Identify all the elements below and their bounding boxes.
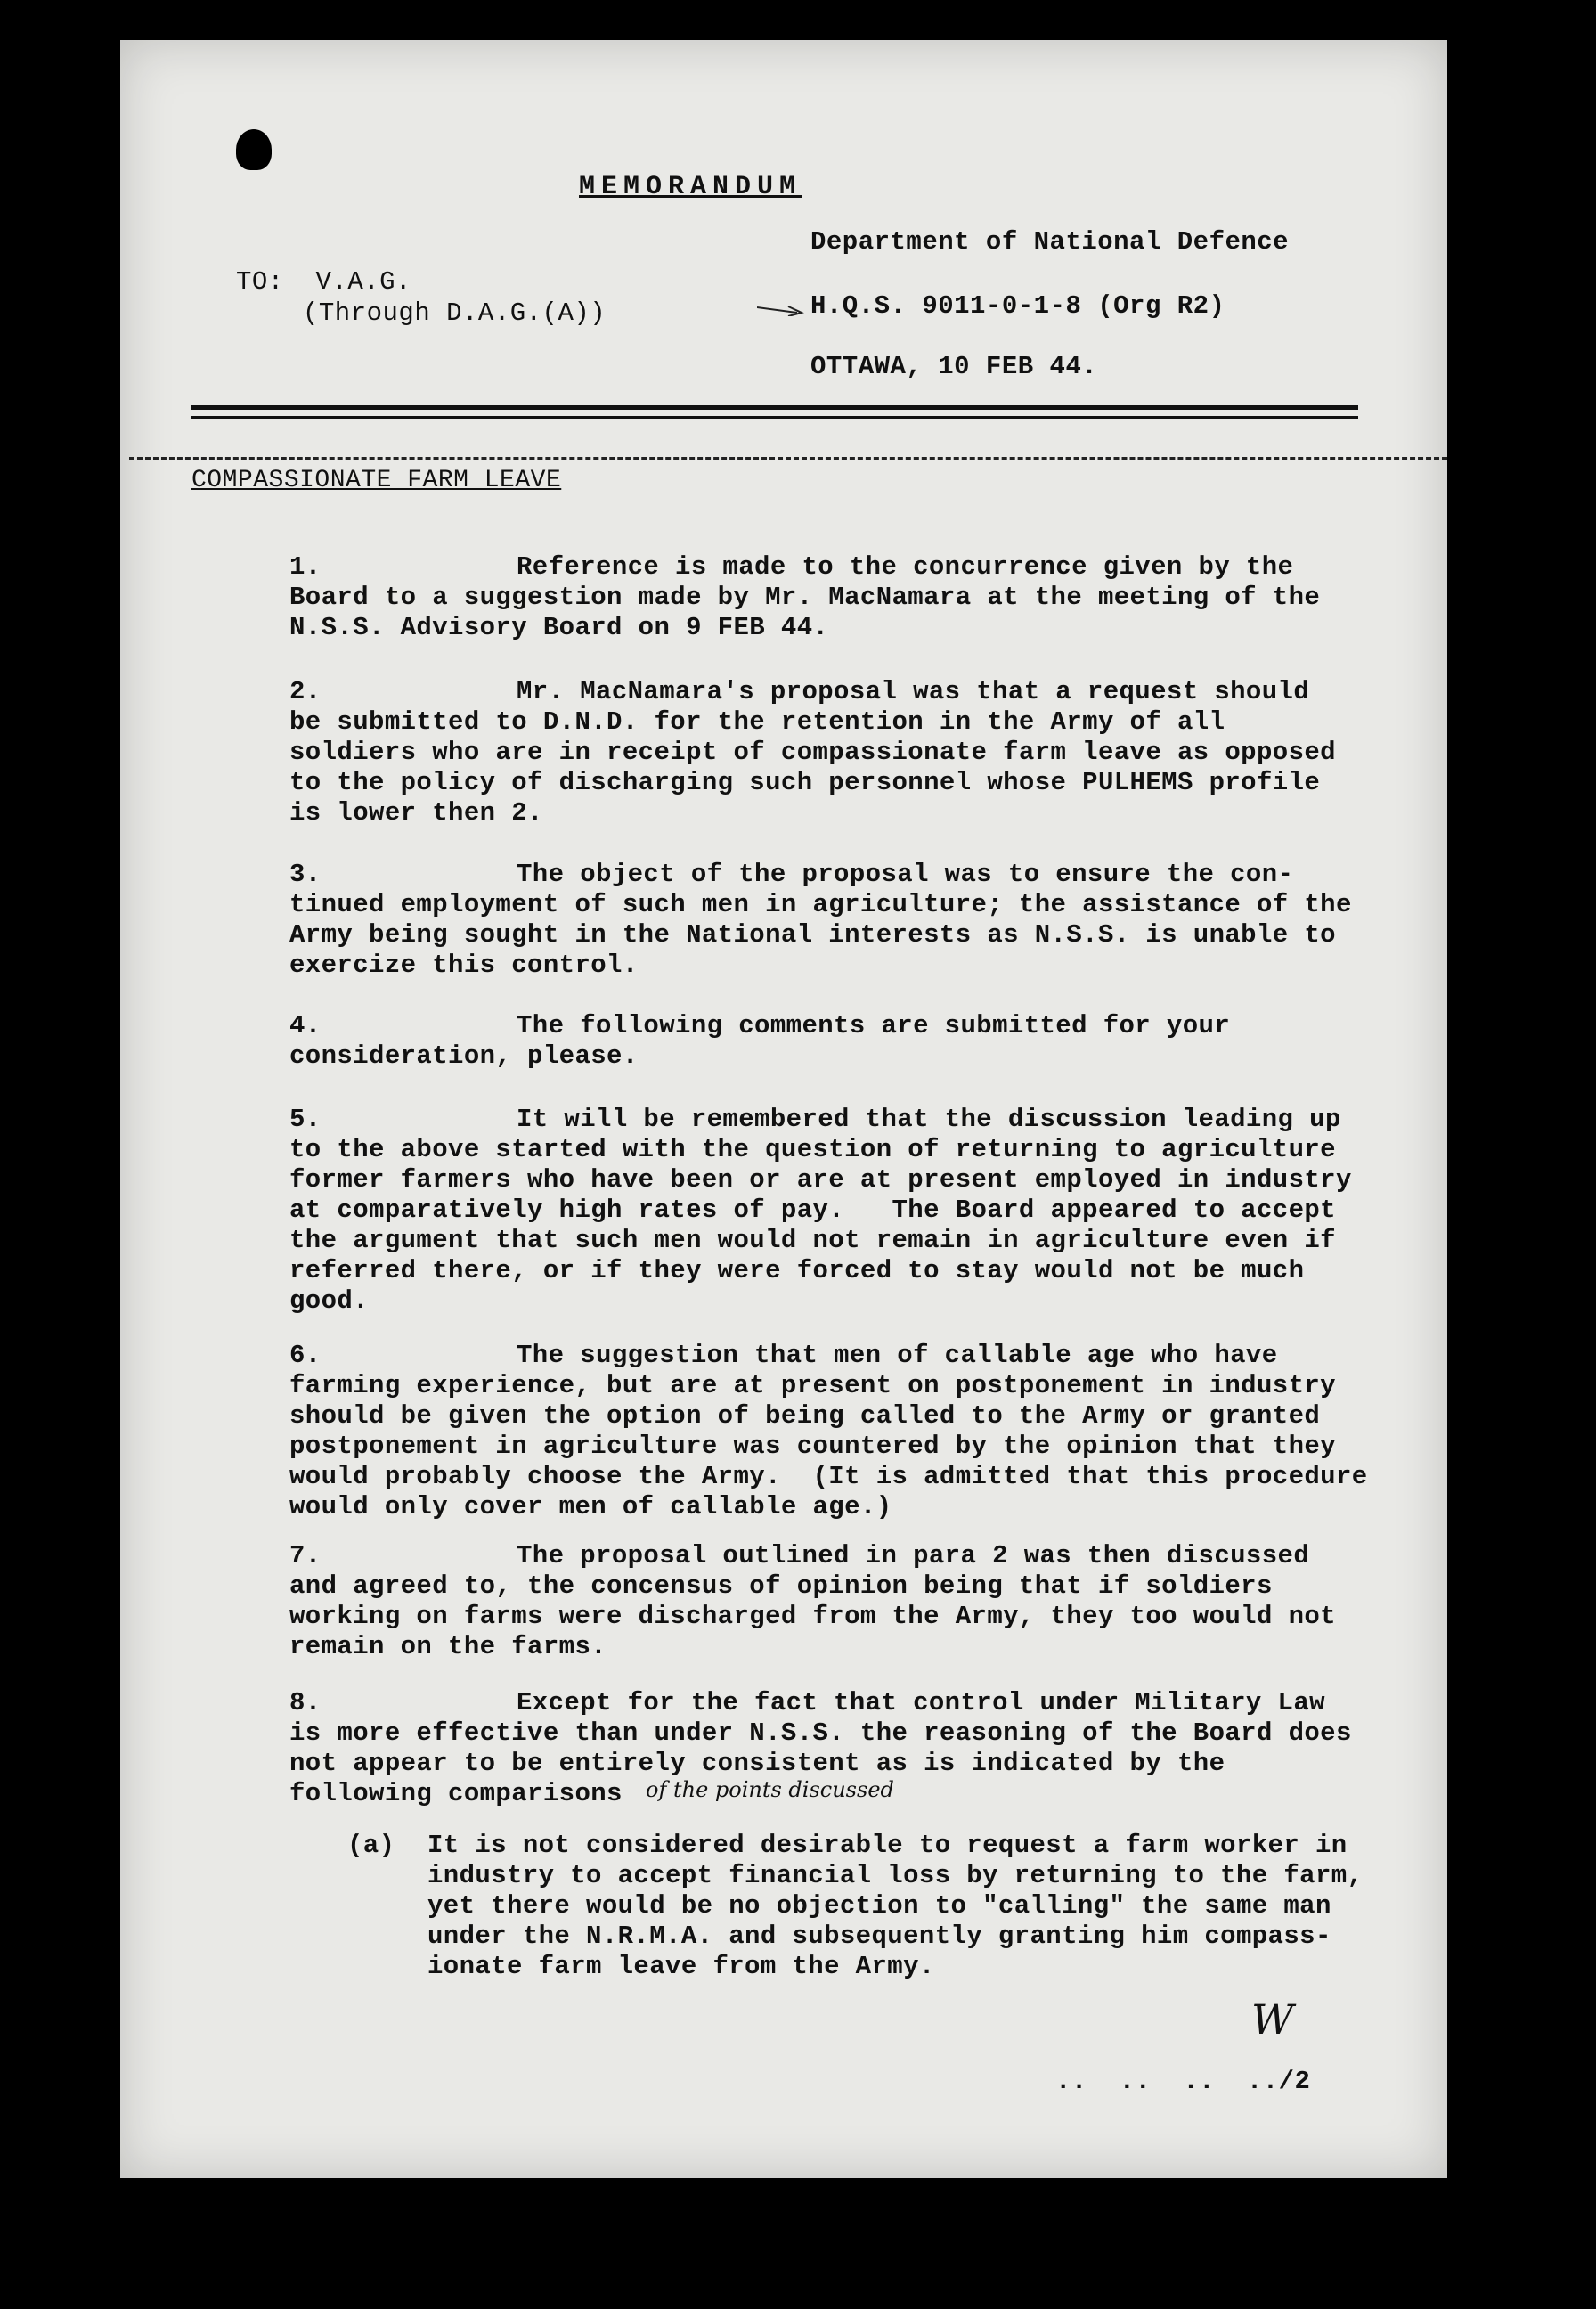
paragraph-number: 1. (289, 552, 322, 582)
paragraph-line: The following comments are submitted for your (517, 1011, 1231, 1040)
paragraph-line: postponement in agriculture was countered by the opinion that they (289, 1432, 1336, 1461)
paragraph-line: former farmers who have been or are at present employed in industry (289, 1165, 1352, 1195)
paragraph-line: at comparatively high rates of pay. The Board appeared to accept (289, 1195, 1336, 1225)
paragraph-number: 5. (289, 1105, 322, 1134)
paragraph-line: remain on the farms. (289, 1632, 607, 1661)
through-line: (Through D.A.G.(A)) (303, 298, 607, 328)
paragraph-line: following comparisons (289, 1779, 623, 1808)
memo-page (120, 40, 1447, 2178)
paragraph-line: The proposal outlined in para 2 was then discussed (517, 1541, 1310, 1571)
memo-title: MEMORANDUM (579, 172, 802, 202)
paragraph-line: The suggestion that men of callable age who have (517, 1341, 1278, 1370)
paragraph-number: 7. (289, 1541, 322, 1571)
paragraph-line: the argument that such men would not remain in agriculture even if (289, 1226, 1336, 1255)
paragraph-line: and agreed to, the concensus of opinion being that if soldiers (289, 1571, 1273, 1601)
paragraph-line: Army being sought in the National interests as N.S.S. is unable to (289, 920, 1336, 950)
dashed-separator (129, 457, 1447, 460)
paragraph-line: to the policy of discharging such personnel whose PULHEMS profile (289, 768, 1321, 797)
handwritten-initials: W (1251, 1995, 1294, 2044)
paragraph-line: It will be remembered that the discussion leading up (517, 1105, 1341, 1134)
paragraph-number: 3. (289, 860, 322, 889)
header-rule-secondary (191, 416, 1358, 419)
paragraph-line: farming experience, but are at present on postponement in industry (289, 1371, 1336, 1400)
paragraph-7 (289, 1541, 1412, 1662)
sub-item-label: (a) (347, 1831, 395, 1860)
paragraph-2 (289, 677, 1412, 828)
place-date: OTTAWA, 10 FEB 44. (810, 352, 1098, 381)
sub-item-line: yet there would be no objection to "calling" the same man (428, 1891, 1331, 1921)
header-rule (191, 405, 1358, 410)
paragraph-line: soldiers who are in receipt of compassionate farm leave as opposed (289, 738, 1336, 767)
subject-line: COMPASSIONATE FARM LEAVE (191, 467, 562, 494)
paragraph-line: The object of the proposal was to ensure the con- (517, 860, 1294, 889)
department-name: Department of National Defence (810, 227, 1290, 257)
handwritten-insert: of the points discussed (646, 1777, 894, 1802)
paragraph-number: 8. (289, 1688, 322, 1717)
paragraph-number: 2. (289, 677, 322, 706)
sub-item-a (347, 1831, 1416, 1982)
paragraph-line: good. (289, 1286, 370, 1316)
paragraph-line: to the above started with the question of returning to agriculture (289, 1135, 1336, 1164)
paragraph-line: tinued employment of such men in agriculture; the assistance of the (289, 890, 1352, 919)
sub-item-line: ionate farm leave from the Army. (428, 1952, 935, 1981)
punch-hole (236, 129, 272, 170)
paragraph-1 (289, 552, 1412, 643)
paragraph-line: not appear to be entirely consistent as is indicated by the (289, 1749, 1226, 1778)
sub-item-line: under the N.R.M.A. and subsequently granting him compass- (428, 1921, 1331, 1951)
sub-item-line: industry to accept financial loss by returning to the farm, (428, 1861, 1364, 1890)
paragraph-line: would only cover men of callable age.) (289, 1492, 892, 1522)
paragraph-line: is lower then 2. (289, 798, 543, 828)
file-reference: H.Q.S. 9011-0-1-8 (Org R2) (810, 291, 1226, 321)
to-line: TO: V.A.G. (236, 267, 411, 297)
paragraph-line: consideration, please. (289, 1041, 639, 1071)
paragraph-line: referred there, or if they were forced to stay would not be much (289, 1256, 1305, 1285)
paragraph-3 (289, 860, 1412, 981)
paragraph-line: working on farms were discharged from the Army, they too would not (289, 1602, 1336, 1631)
paragraph-line: Reference is made to the concurrence given by the (517, 552, 1294, 582)
paragraph-4 (289, 1011, 1412, 1072)
paragraph-6 (289, 1341, 1412, 1522)
paragraph-line: N.S.S. Advisory Board on 9 FEB 44. (289, 613, 829, 642)
sub-item-line: (a) It is not considered desirable to request a farm worker in (347, 1831, 1348, 1860)
paragraph-line: exercize this control. (289, 951, 639, 980)
continuation-marker: .. .. .. ../2 (1055, 2067, 1311, 2096)
paragraph-line: would probably choose the Army. (It is admitted that this procedure (289, 1462, 1368, 1491)
paragraph-number: 4. (289, 1011, 322, 1040)
paragraph-line: is more effective than under N.S.S. the reasoning of the Board does (289, 1718, 1352, 1748)
paragraph-line: be submitted to D.N.D. for the retention in the Army of all (289, 707, 1226, 737)
paragraph-5 (289, 1105, 1412, 1317)
paragraph-line: Board to a suggestion made by Mr. MacNamara at the meeting of the (289, 583, 1321, 612)
arrow-icon (757, 304, 806, 316)
paragraph-number: 6. (289, 1341, 322, 1370)
paragraph-line: Mr. MacNamara's proposal was that a request should (517, 677, 1310, 706)
paragraph-line: should be given the option of being called to the Army or granted (289, 1401, 1321, 1431)
paragraph-line: Except for the fact that control under Military Law (517, 1688, 1325, 1717)
